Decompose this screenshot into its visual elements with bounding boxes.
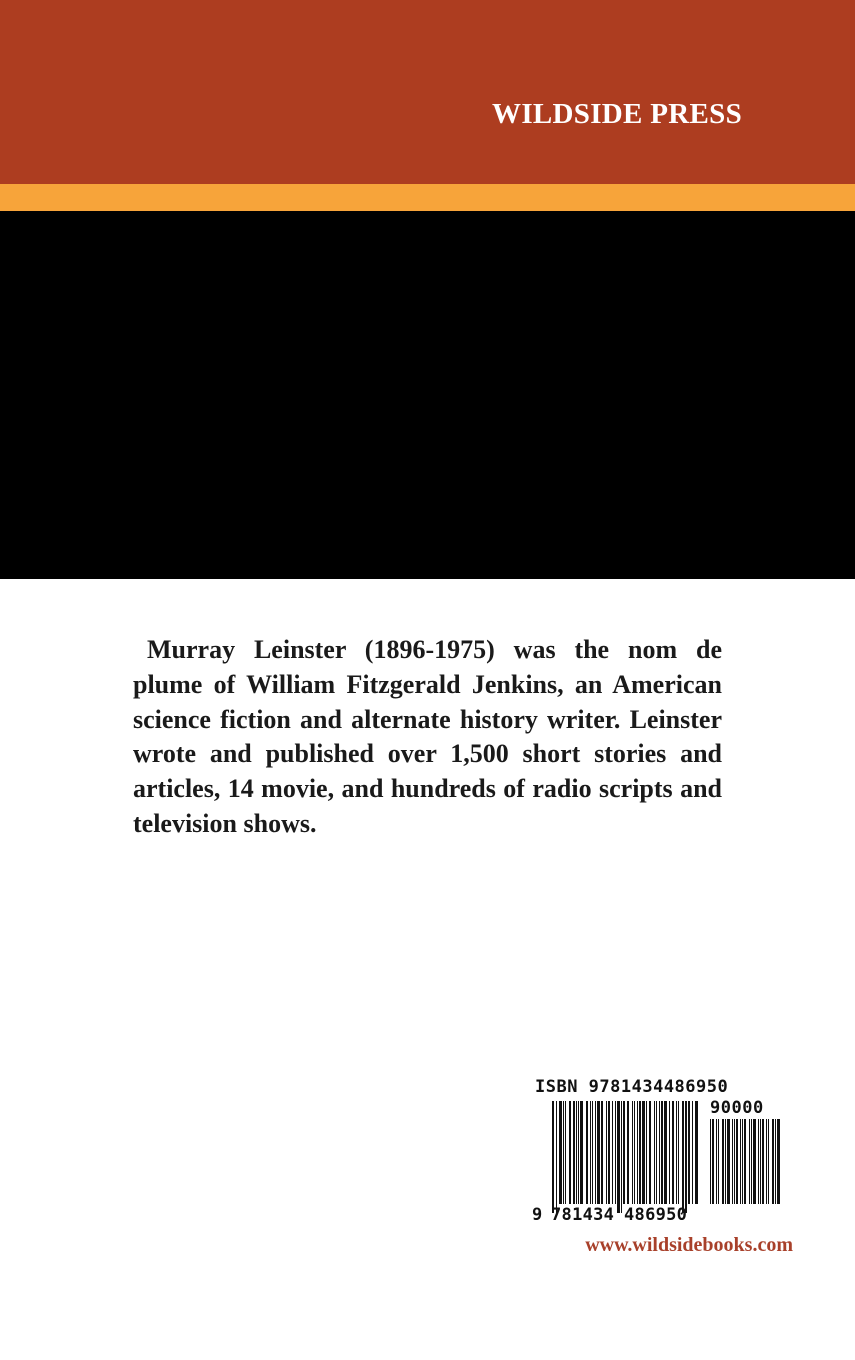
barcode-bar	[565, 1101, 566, 1204]
barcode-bar	[552, 1101, 554, 1213]
ean-first-digit: 9	[532, 1205, 543, 1225]
barcode-bar	[727, 1119, 730, 1204]
barcode-addon-number: 90000	[710, 1098, 764, 1118]
barcode-bar	[664, 1101, 667, 1204]
barcode-bar	[632, 1101, 633, 1204]
barcode-bar	[592, 1101, 593, 1204]
barcode-bar	[556, 1101, 557, 1213]
barcode-bar	[612, 1101, 613, 1204]
barcode-bar	[559, 1101, 562, 1204]
barcode-bar	[676, 1101, 677, 1204]
barcode-bar	[654, 1101, 655, 1204]
barcode-bar	[760, 1119, 761, 1204]
barcode-bar	[692, 1101, 693, 1204]
barcode-bar	[656, 1101, 657, 1204]
barcode-bar	[578, 1101, 579, 1204]
barcode-bar	[580, 1101, 583, 1204]
barcode-bar	[751, 1119, 752, 1204]
barcode-bar	[623, 1101, 625, 1204]
barcode-bar	[642, 1101, 645, 1204]
barcode-bar	[758, 1119, 759, 1204]
barcode-bar	[685, 1101, 687, 1213]
barcode-bar	[712, 1119, 714, 1204]
barcode-bar	[732, 1119, 733, 1204]
barcode-bar	[775, 1119, 776, 1204]
barcode-bar	[646, 1101, 647, 1204]
barcode-bar	[634, 1101, 635, 1204]
barcode-bar	[661, 1101, 663, 1204]
barcode-bar	[772, 1119, 774, 1204]
barcode-bar	[586, 1101, 588, 1204]
cover-black-band	[0, 211, 855, 579]
barcode-bar	[637, 1101, 638, 1204]
barcode-bar	[740, 1119, 741, 1204]
publisher-name: WILDSIDE PRESS	[492, 98, 742, 130]
publisher-website: www.wildsidebooks.com	[585, 1234, 793, 1256]
cover-accent-stripe	[0, 184, 855, 211]
barcode-bar	[573, 1101, 575, 1204]
isbn-barcode	[528, 1077, 790, 1227]
cover-top-band	[0, 0, 855, 184]
barcode-bar	[595, 1101, 596, 1204]
barcode-bar	[768, 1119, 769, 1204]
barcode-bar	[597, 1101, 600, 1204]
barcode-bar	[590, 1101, 591, 1204]
barcode-bar	[608, 1101, 610, 1204]
barcode-bar	[601, 1101, 603, 1204]
barcode-bar	[722, 1119, 724, 1204]
barcode-bar	[753, 1119, 756, 1204]
barcode-bar	[766, 1119, 767, 1204]
barcode-bar	[678, 1101, 679, 1204]
barcode-bar	[563, 1101, 564, 1204]
barcode-bar	[744, 1119, 746, 1204]
barcode-bar	[710, 1119, 711, 1204]
barcode-bar	[659, 1101, 660, 1204]
author-blurb: Murray Leinster (1896-1975) was the nom de plume of William Fitzgerald Jenkins, an American science fiction and alternate history writer. Leinster wrote and published over 1,500 short stories and articles, 14 movie, and hundreds of radio scripts and television shows.	[133, 635, 722, 838]
ean-right-group: 486950	[624, 1205, 688, 1225]
barcode-bar	[576, 1101, 577, 1204]
barcode-bar	[682, 1101, 684, 1213]
barcode-bar	[615, 1101, 616, 1204]
barcode-bar	[762, 1119, 764, 1204]
barcode-bar	[606, 1101, 607, 1204]
barcode-bar	[672, 1101, 674, 1204]
barcode-bar	[734, 1119, 735, 1204]
barcode-bar	[777, 1119, 780, 1204]
barcode-bar	[725, 1119, 726, 1204]
isbn-label: ISBN 9781434486950	[535, 1077, 729, 1097]
barcode-bar	[736, 1119, 738, 1204]
barcode-bar	[688, 1101, 690, 1204]
barcode-bar	[749, 1119, 750, 1204]
barcode-bar	[617, 1101, 620, 1213]
barcode-bar	[695, 1101, 698, 1204]
barcode-bar	[639, 1101, 641, 1204]
barcode-bar	[669, 1101, 670, 1204]
barcode-bar	[718, 1119, 719, 1204]
barcode-bar	[569, 1101, 571, 1204]
barcode-bar	[716, 1119, 717, 1204]
barcode-bar	[621, 1101, 622, 1213]
ean-left-group: 781434	[551, 1205, 615, 1225]
barcode-bar	[742, 1119, 743, 1204]
barcode-bar	[627, 1101, 629, 1204]
barcode-bar	[649, 1101, 651, 1204]
